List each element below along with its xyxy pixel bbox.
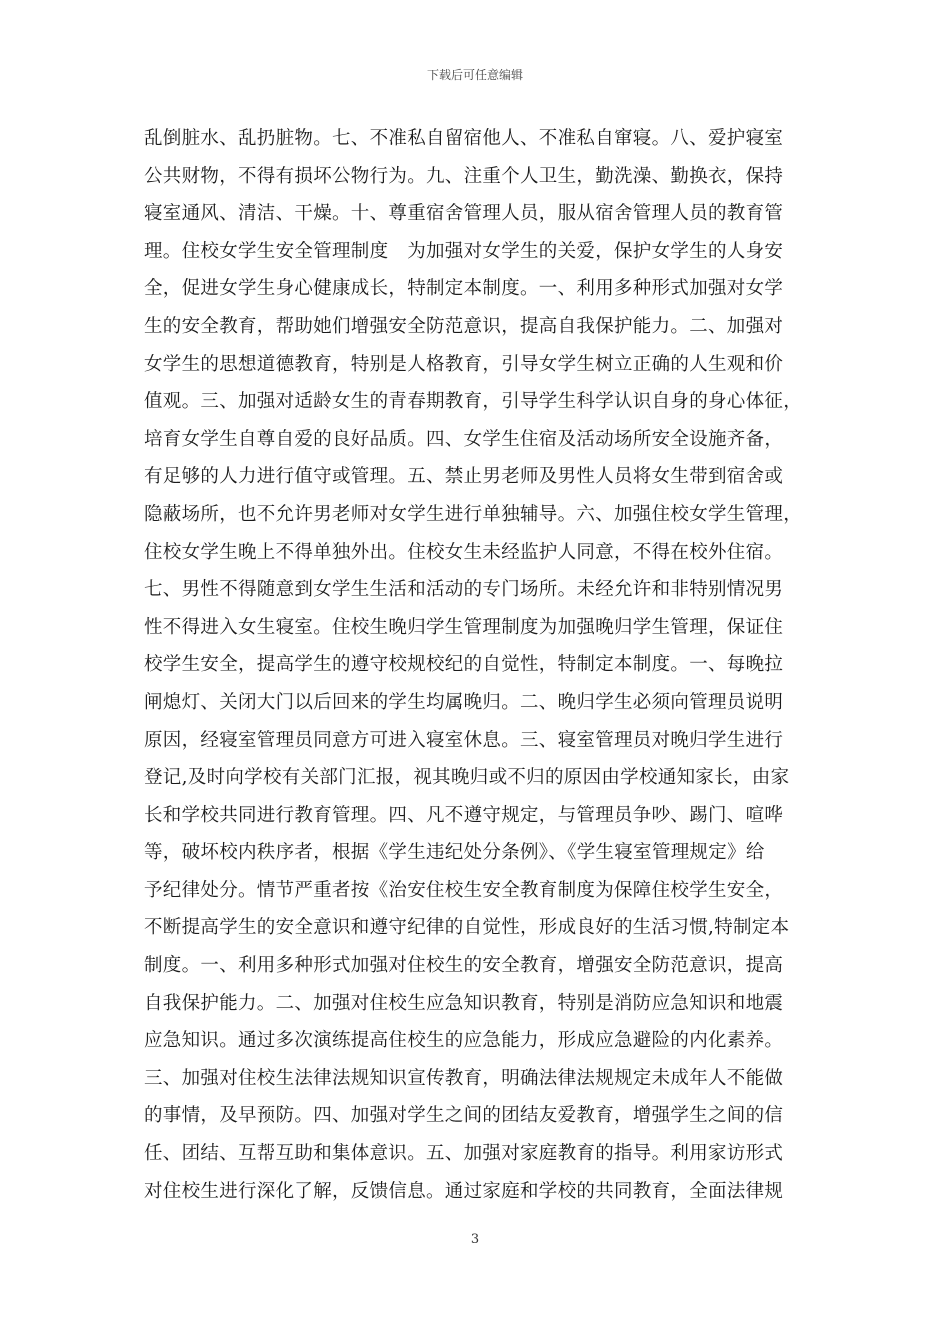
body-line: 全，促进女学生身心健康成长，特制定本制度。一、利用多种形式加强对女学	[144, 278, 784, 300]
body-line: 闸熄灯、关闭大门以后回来的学生均属晚归。二、晚归学生必须向管理员说明	[144, 691, 784, 713]
body-line: 女学生的思想道德教育，特别是人格教育，引导女学生树立正确的人生观和价	[144, 353, 784, 375]
body-line: 生的安全教育，帮助她们增强安全防范意识，提高自我保护能力。二、加强对	[144, 315, 784, 337]
body-line: 校学生安全，提高学生的遵守校规校纪的自觉性，特制定本制度。一、每晚拉	[144, 654, 784, 676]
body-line: 应急知识。通过多次演练提高住校生的应急能力，形成应急避险的内化素养。	[144, 1030, 784, 1052]
body-line: 原因，经寝室管理员同意方可进入寝室休息。三、寝室管理员对晚归学生进行	[144, 729, 784, 751]
body-line: 理。住校女学生安全管理制度 为加强对女学生的关爱，保护女学生的人身安	[144, 240, 784, 262]
body-line: 乱倒脏水、乱扔脏物。七、不准私自留宿他人、不准私自窜寝。八、爱护寝室	[144, 128, 784, 149]
body-line: 对住校生进行深化了解，反馈信息。通过家庭和学校的共同教育，全面法律规	[144, 1180, 784, 1202]
body-line: 自我保护能力。二、加强对住校生应急知识教育，特别是消防应急知识和地震	[144, 992, 784, 1014]
body-line: 的事情，及早预防。四、加强对学生之间的团结友爱教育，增强学生之间的信	[144, 1105, 784, 1127]
body-line: 等，破坏校内秩序者，根据《学生违纪处分条例》、《学生寝室管理规定》给	[144, 842, 765, 864]
body-line: 寝室通风、清洁、干燥。十、尊重宿舍管理人员，服从宿舍管理人员的教育管	[144, 203, 784, 225]
body-line: 予纪律处分。情节严重者按《治安住校生安全教育制度为保障住校学生安全，	[144, 879, 784, 901]
page-header: 下载后可任意编辑	[426, 68, 523, 82]
body-line: 公共财物，不得有损坏公物行为。九、注重个人卫生，勤洗澡、勤换衣，保持	[144, 165, 784, 187]
page-number: 3	[470, 1232, 480, 1247]
body-line: 七、男性不得随意到女学生生活和活动的专门场所。未经允许和非特别情况男	[144, 579, 784, 601]
body-line: 不断提高学生的安全意识和遵守纪律的自觉性，形成良好的生活习惯,特制定本	[144, 917, 790, 939]
body-line: 登记,及时向学校有关部门汇报，视其晚归或不归的原因由学校通知家长，由家	[144, 767, 790, 789]
body-line: 值观。三、加强对适龄女生的青春期教育，引导学生科学认识自身的身心体征，	[144, 391, 803, 413]
body-line: 长和学校共同进行教育管理。四、凡不遵守规定，与管理员争吵、踢门、喧哗	[144, 804, 784, 826]
document-body	[144, 120, 806, 1210]
body-line: 住校女学生晚上不得单独外出。住校女生未经监护人同意，不得在校外住宿。	[144, 541, 784, 563]
body-line: 有足够的人力进行值守或管理。五、禁止男老师及男性人员将女生带到宿舍或	[144, 466, 784, 488]
body-line: 三、加强对住校生法律法规知识宣传教育，明确法律法规规定未成年人不能做	[144, 1067, 784, 1089]
body-line: 隐蔽场所，也不允许男老师对女学生进行单独辅导。六、加强住校女学生管理，	[144, 503, 803, 525]
body-line: 培育女学生自尊自爱的良好品质。四、女学生住宿及活动场所安全设施齐备，	[144, 428, 784, 450]
body-line: 任、团结、互帮互助和集体意识。五、加强对家庭教育的指导。利用家访形式	[144, 1143, 784, 1165]
body-line: 性不得进入女生寝室。住校生晚归学生管理制度为加强晚归学生管理，保证住	[144, 616, 784, 638]
body-line: 制度。一、利用多种形式加强对住校生的安全教育，增强安全防范意识，提高	[144, 955, 784, 977]
